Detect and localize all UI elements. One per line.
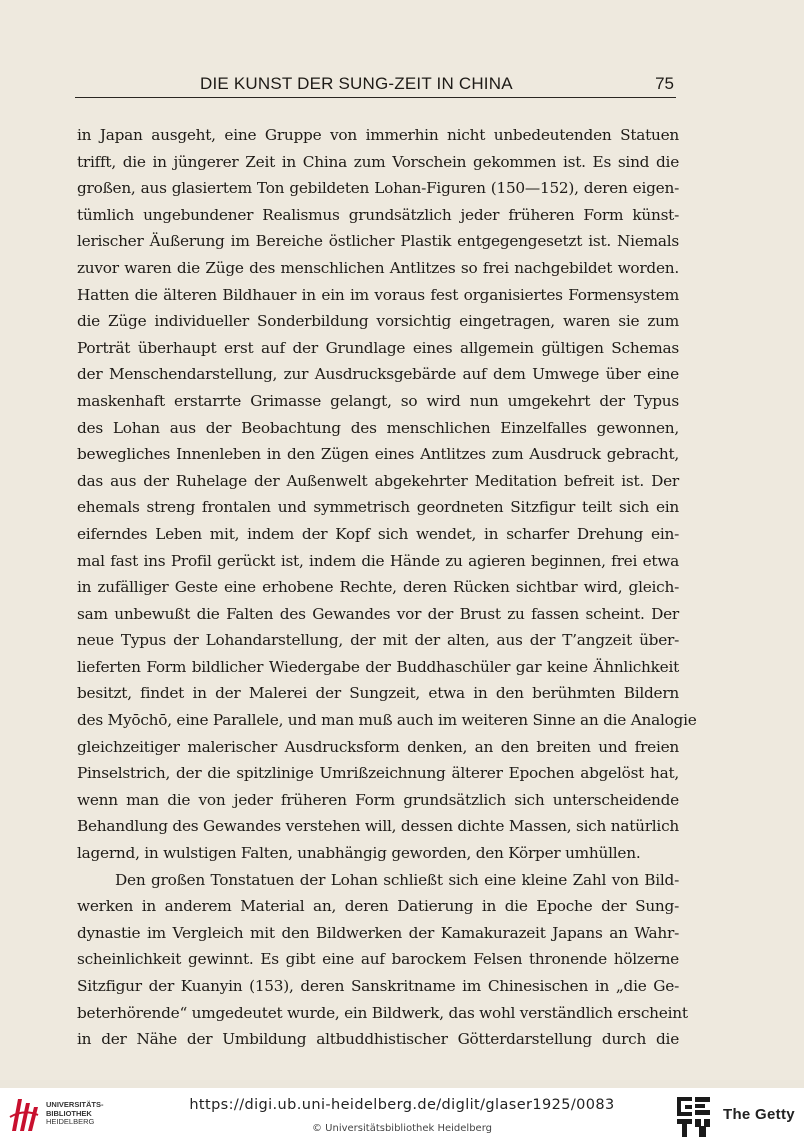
text-line: großen, aus glasiertem Ton gebildeten Lohan-Figuren (150—152), deren eigen-: [77, 179, 679, 198]
text-line: ehemals streng frontalen und symmetrisch geordneten Sitzfigur teilt sich ein: [77, 498, 679, 517]
getty-label: The Getty: [723, 1106, 795, 1123]
text-line: lieferten Form bildlicher Wiedergabe der Buddhaschüler gar keine Ähnlichkeit: [77, 657, 679, 676]
text-line: das aus der Ruhelage der Außenwelt abgekehrter Meditation befreit ist. Der: [77, 471, 679, 490]
text-line: der Menschendarstellung, zur Ausdrucksgebärde auf dem Umwege über eine: [77, 365, 679, 384]
running-title: DIE KUNST DER SUNG-ZEIT IN CHINA: [200, 74, 513, 93]
library-name-line: HEIDELBERG: [46, 1117, 95, 1127]
library-name-line: UNIVERSITÄTS-: [46, 1100, 104, 1109]
text-line: beterhörende“ umgedeutet wurde, ein Bildwerk, das wohl verständlich erscheint: [77, 1003, 688, 1022]
text-line: sam unbewußt die Falten des Gewandes vor der Brust zu fassen scheint. Der: [77, 604, 679, 623]
text-line: lagernd, in wulstigen Falten, unabhängig geworden, den Körper umhüllen.: [77, 844, 641, 863]
getty-logo-icon[interactable]: [676, 1096, 712, 1138]
text-line: bewegliches Innenleben in den Zügen eines Antlitzes zum Ausdruck gebracht,: [77, 445, 679, 464]
text-line: dynastie im Vergleich mit den Bildwerken der Kamakurazeit Japans an Wahr-: [77, 923, 679, 942]
text-line: Pinselstrich, der die spitzlinige Umrißzeichnung älterer Epochen abgelöst hat,: [77, 764, 679, 783]
header-rule: [75, 97, 676, 98]
text-line: in der Nähe der Umbildung altbuddhistischer Götterdarstellung durch die: [77, 1030, 679, 1049]
text-line: tümlich ungebundener Realismus grundsätzlich jeder früheren Form künst-: [77, 205, 679, 224]
text-line: Den großen Tonstatuen der Lohan schließt sich eine kleine Zahl von Bild-: [115, 870, 679, 889]
text-line: wenn man die von jeder früheren Form grundsätzlich sich unterscheidende: [77, 790, 679, 809]
text-line: maskenhaft erstarrte Grimasse gelangt, so wird nun umgekehrt der Typus: [77, 391, 679, 410]
running-header: [75, 74, 676, 96]
text-line: werken in anderem Material an, deren Datierung in die Epoche der Sung-: [77, 897, 679, 916]
text-line: Sitzfigur der Kuanyin (153), deren Sanskritname im Chinesischen in „die Ge-: [77, 977, 679, 995]
text-line: lerischer Äußerung im Bereiche östlicher Plastik entgegengesetzt ist. Niemals: [77, 232, 679, 251]
body-text: [77, 122, 697, 1053]
library-name-line: BIBLIOTHEK: [46, 1108, 92, 1118]
text-line: gleichzeitiger malerischer Ausdrucksform denken, an den breiten und freien: [77, 737, 679, 756]
text-line: mal fast ins Profil gerückt ist, indem die Hände zu agieren beginnen, frei etwa: [77, 551, 679, 570]
footer-bar: [0, 1088, 804, 1145]
text-line: Behandlung des Gewandes verstehen will, dessen dichte Massen, sich natürlich: [77, 817, 679, 836]
text-line: die Züge individueller Sonderbildung vorsichtig eingetragen, waren sie zum: [77, 312, 679, 331]
text-line: Porträt überhaupt erst auf der Grundlage eines allgemein gültigen Schemas: [77, 338, 679, 357]
text-line: des Myōchō, eine Parallele, und man muß auch im weiteren Sinne an die Analogie: [77, 711, 697, 730]
text-line: trifft, die in jüngerer Zeit in China zum Vorschein gekommen ist. Es sind die: [77, 152, 679, 171]
text-line: eiferndes Leben mit, indem der Kopf sich wendet, in scharfer Drehung ein-: [77, 524, 679, 543]
text-line: besitzt, findet in der Malerei der Sungzeit, etwa in den berühmten Bildern: [77, 684, 679, 703]
text-line: in zufälliger Geste eine erhobene Rechte, deren Rücken sichtbar wird, gleich-: [77, 578, 679, 597]
text-line: neue Typus der Lohandarstellung, der mit der alten, aus der T’angzeit über-: [77, 631, 679, 650]
text-line: in Japan ausgeht, eine Gruppe von immerhin nicht unbedeutenden Statuen: [77, 126, 679, 144]
text-line: des Lohan aus der Beobachtung des menschlichen Einzelfalles gewonnen,: [77, 418, 679, 437]
copyright-notice: © Universitätsbibliothek Heidelberg: [311, 1123, 492, 1134]
permalink-url[interactable]: https://digi.ub.uni-heidelberg.de/diglit/glaser1925/0083: [189, 1097, 615, 1113]
page-number: 75: [655, 74, 674, 93]
text-line: zuvor waren die Züge des menschlichen Antlitzes so frei nachgebildet worden.: [77, 258, 679, 277]
text-line: scheinlichkeit gewinnt. Es gibt eine auf barockem Felsen thronende hölzerne: [77, 950, 679, 969]
text-line: Hatten die älteren Bildhauer in ein im voraus fest organisiertes Formensystem: [77, 285, 679, 304]
